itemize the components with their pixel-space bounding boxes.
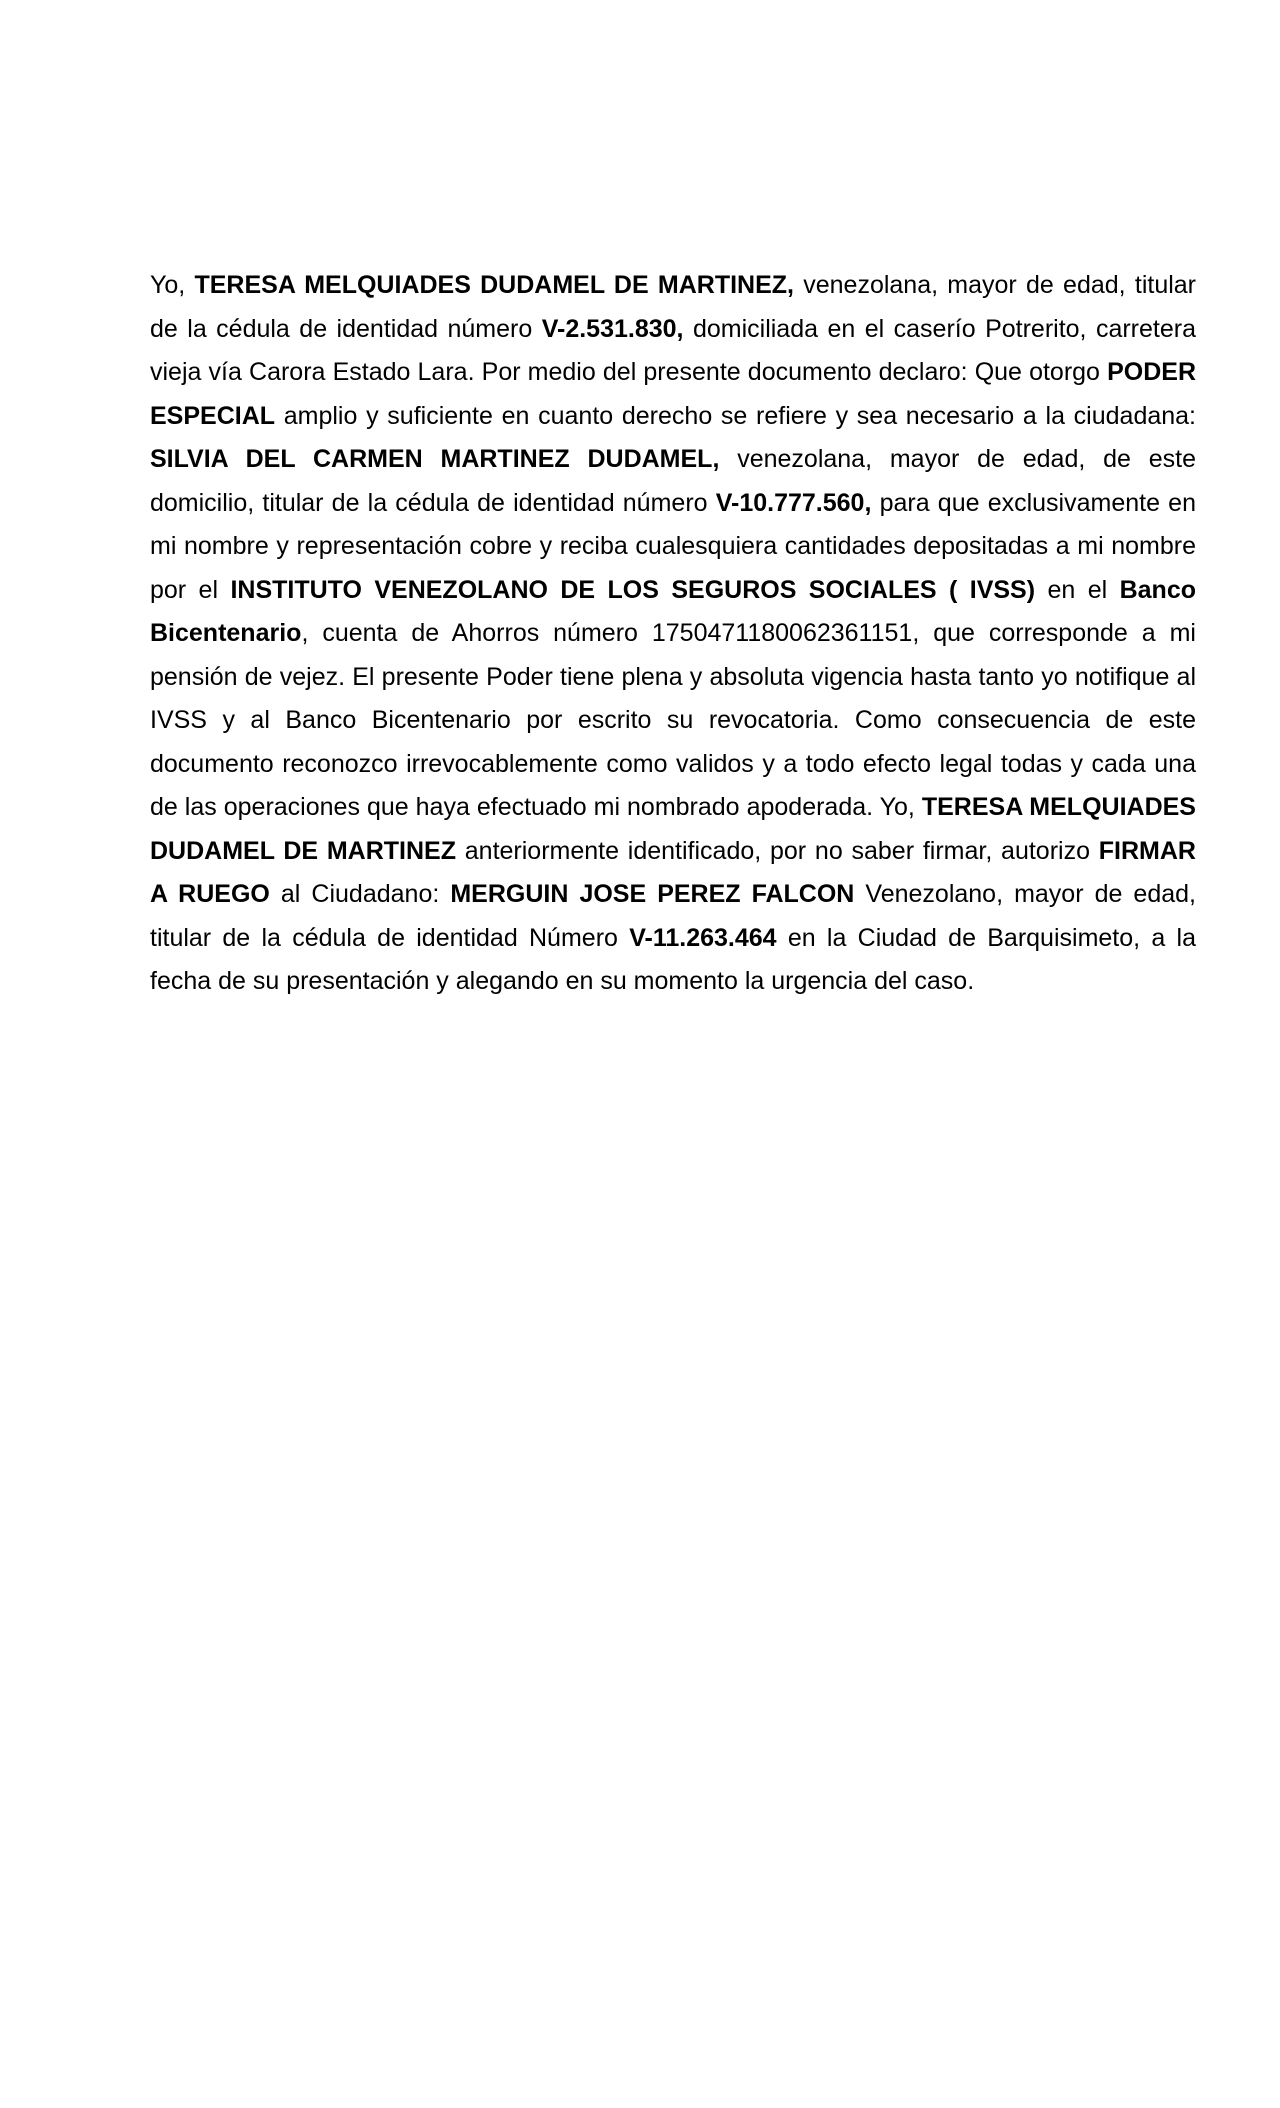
- grantor-name-repeat: TERESA MELQUIADES DUDAMEL DE MARTINEZ: [150, 793, 1196, 865]
- institution-name: INSTITUTO VENEZOLANO DE LOS SEGUROS SOCIALES ( IVSS): [230, 575, 1036, 604]
- text-run: venezolana, mayor de edad, titular de la cédula de identidad número: [150, 271, 1196, 343]
- text-run: domiciliada en el caserío Potrerito, carretera vieja vía Carora Estado Lara. Por medio del presente documento declaro: Que otorgo: [150, 314, 1196, 386]
- document-paragraph: [150, 264, 1196, 1004]
- bank-name: Banco Bicentenario: [150, 575, 1196, 647]
- grantor-name: TERESA MELQUIADES DUDAMEL DE MARTINEZ,: [194, 271, 794, 299]
- grantor-id-number: V-2.531.830,: [541, 314, 684, 343]
- text-run: venezolana, mayor de edad, de este domicilio, titular de la cédula de identidad número: [150, 445, 1196, 517]
- attorney-name: SILVIA DEL CARMEN MARTINEZ DUDAMEL,: [150, 445, 720, 473]
- signer-id-number: V-11.263.464: [629, 923, 777, 952]
- text-run: Yo,: [150, 271, 195, 299]
- text-run: en el: [1035, 575, 1120, 604]
- text-run: , cuenta de Ahorros número 1750471180062361151, que corresponde a mi pensión de vejez. El presente Poder tiene plena y absoluta vigencia hasta tanto yo notifique al IVSS y al Banco Bicentenario por escrito su revocatoria. Como consecuencia de este documento reconozco irrevocablemente como validos y a todo efecto legal todas y cada una de las operaciones que haya efectuado mi nombrado apoderada. Yo,: [150, 619, 1196, 821]
- text-run: amplio y suficiente en cuanto derecho se refiere y sea necesario a la ciudadana:: [275, 401, 1196, 430]
- text-run: anteriormente identificado, por no saber firmar, autorizo: [455, 836, 1099, 865]
- text-run: para que exclusivamente en mi nombre y representación cobre y reciba cualesquiera cantidades depositadas a mi nombre por el: [150, 488, 1196, 604]
- attorney-id-number: V-10.777.560,: [715, 488, 872, 517]
- power-type: PODER ESPECIAL: [150, 358, 1196, 430]
- text-run: al Ciudadano:: [269, 880, 451, 908]
- text-run: Venezolano, mayor de edad, titular de la cédula de identidad Número: [150, 880, 1196, 952]
- text-run: en la Ciudad de Barquisimeto, a la fecha de su presentación y alegando en su momento la urgencia del caso.: [150, 923, 1197, 995]
- signing-clause: FIRMAR A RUEGO: [150, 836, 1196, 908]
- signer-name: MERGUIN JOSE PEREZ FALCON: [450, 880, 855, 908]
